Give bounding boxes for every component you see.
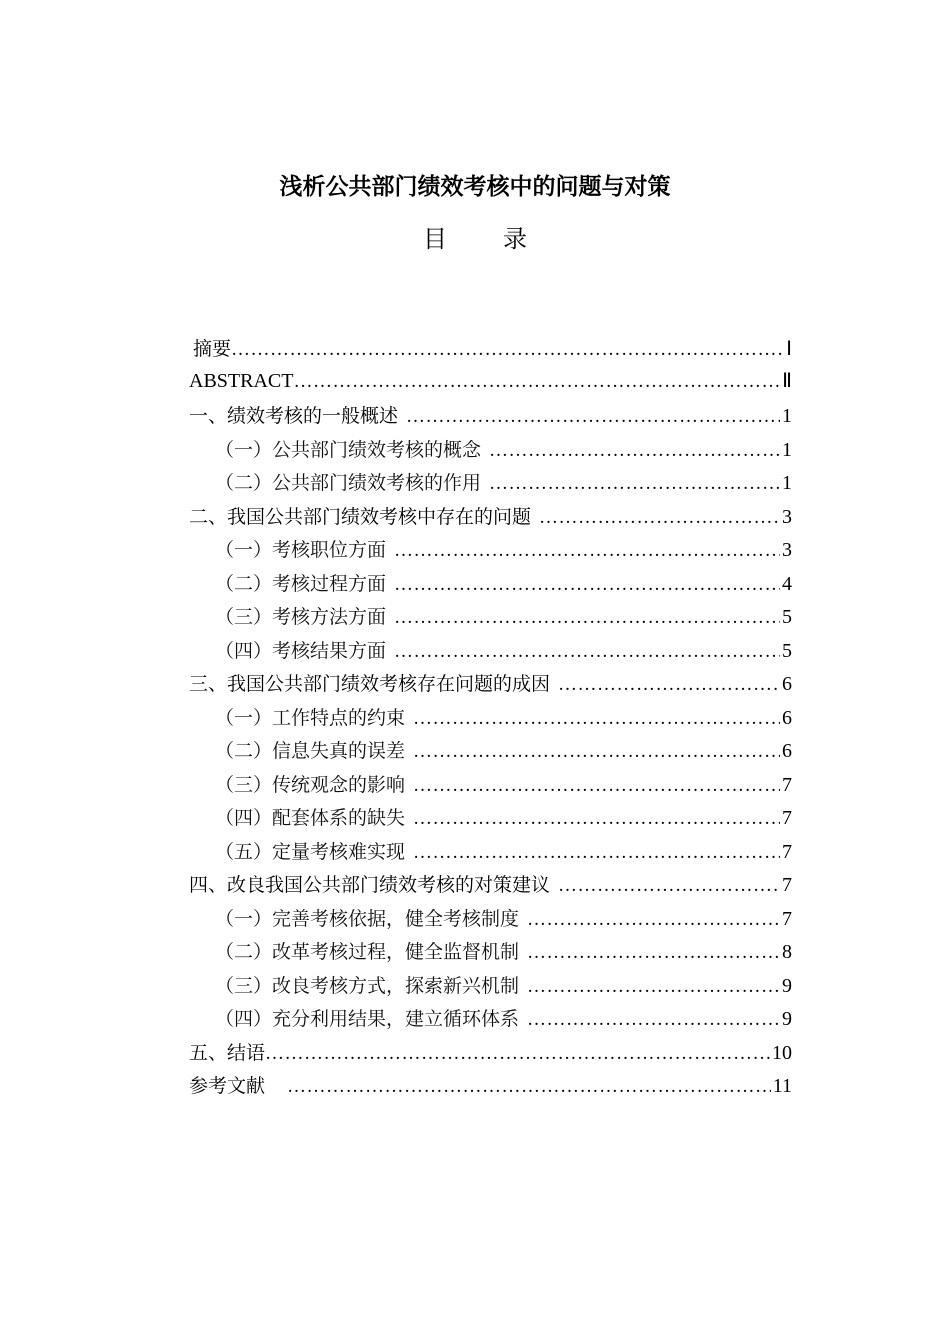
toc-entry[interactable] — [189, 904, 792, 938]
toc-leader-dots — [527, 909, 780, 931]
toc-entry-label: （二）信息失真的误差 — [215, 740, 406, 762]
toc-entry-page: 8 — [782, 941, 792, 963]
toc-entry[interactable] — [189, 1004, 792, 1038]
toc-entry-label: 二、我国公共部门绩效考核中存在的问题 — [189, 505, 532, 528]
toc-entry[interactable] — [189, 703, 792, 737]
toc-entry-page: 9 — [782, 974, 792, 997]
toc-entry-label: （四）考核结果方面 — [215, 639, 387, 662]
toc-entry[interactable] — [189, 535, 792, 569]
toc-heading-char: 目 — [423, 225, 447, 253]
toc-leader-dots — [413, 842, 780, 864]
toc-entry[interactable] — [189, 435, 792, 469]
toc-leader-dots — [287, 1076, 771, 1098]
toc-entry-label: （二）改革考核过程，健全监督机制 — [215, 941, 520, 963]
toc-heading-char: 录 — [503, 225, 527, 253]
toc-entry-page: 10 — [772, 1041, 792, 1064]
toc-leader-dots — [527, 1009, 780, 1031]
toc-entry-label: （一）考核职位方面 — [215, 539, 387, 561]
toc-entry-page: 7 — [782, 840, 792, 863]
toc-entry-page: 1 — [782, 405, 792, 427]
toc-entry-label: （一）完善考核依据，健全考核制度 — [215, 907, 520, 930]
toc-leader-dots — [527, 976, 780, 998]
toc-entry[interactable] — [189, 971, 792, 1005]
toc-entry-page: 11 — [772, 1075, 792, 1097]
toc-entry-page: 5 — [782, 606, 792, 628]
toc-entry-page: 6 — [782, 706, 792, 729]
toc-entry-label: （四）配套体系的缺失 — [215, 807, 406, 829]
toc-entry-page: Ⅱ — [782, 369, 792, 392]
toc-entry-label: ABSTRACT — [189, 369, 294, 392]
toc-entry[interactable] — [189, 636, 792, 670]
toc-leader-dots — [265, 1043, 770, 1065]
toc-heading — [0, 222, 950, 256]
toc-entry-abstract-cn[interactable] — [189, 334, 792, 368]
toc-entry-label: （一）工作特点的约束 — [215, 706, 406, 729]
toc-entry-page: 7 — [782, 874, 792, 896]
toc-entry[interactable] — [189, 937, 792, 971]
toc-entry-label: （三）传统观念的影响 — [215, 773, 406, 796]
toc-entry[interactable] — [189, 837, 792, 871]
toc-entry-page: 7 — [782, 807, 792, 829]
toc-leader-dots — [293, 371, 780, 393]
toc-entry-page: 7 — [782, 907, 792, 930]
toc-entry-page: 3 — [782, 539, 792, 561]
toc-leader-dots — [406, 406, 780, 428]
toc-entry-label: 摘要 — [193, 338, 232, 360]
toc-entry-references[interactable] — [189, 1071, 792, 1105]
toc-entry-page: Ⅰ — [786, 338, 792, 360]
toc-leader-dots — [489, 440, 780, 462]
toc-leader-dots — [394, 641, 780, 663]
toc-entry-label: 三、我国公共部门绩效考核存在问题的成因 — [189, 673, 551, 695]
toc-entry[interactable] — [189, 803, 792, 837]
toc-entry-label: 参考文献 — [189, 1075, 266, 1097]
toc-entry[interactable] — [189, 669, 792, 703]
toc-leader-dots — [539, 507, 780, 529]
toc-entry-page: 1 — [782, 438, 792, 461]
toc-entry[interactable] — [189, 770, 792, 804]
toc-leader-dots — [394, 540, 780, 562]
toc-entry-conclusion[interactable] — [189, 1038, 792, 1072]
toc-entry-page: 5 — [782, 639, 792, 662]
toc-entry[interactable] — [189, 602, 792, 636]
toc-entry-page: 4 — [782, 572, 792, 595]
toc-entry-page: 7 — [782, 773, 792, 796]
toc-leader-dots — [489, 473, 780, 495]
toc-entry-label: 一、绩效考核的一般概述 — [189, 405, 399, 427]
toc-entry-page: 3 — [782, 505, 792, 528]
toc-leader-dots — [394, 607, 780, 629]
toc-entry-label: （三）改良考核方式，探索新兴机制 — [215, 974, 520, 997]
toc-entry[interactable] — [189, 569, 792, 603]
toc-leader-dots — [413, 741, 780, 763]
toc-entry-label: （二）考核过程方面 — [215, 572, 387, 595]
toc-entry-label: （四）充分利用结果，建立循环体系 — [215, 1008, 520, 1030]
toc-leader-dots — [413, 775, 780, 797]
toc-leader-dots — [394, 574, 780, 596]
toc-entry-page: 6 — [782, 740, 792, 762]
toc-entry[interactable] — [189, 468, 792, 502]
toc-leader-dots — [558, 875, 780, 897]
toc-leader-dots — [527, 942, 780, 964]
document-title: 浅析公共部门绩效考核中的问题与对策 — [279, 174, 671, 200]
toc-entry[interactable] — [189, 502, 792, 536]
toc-entry-label: 四、改良我国公共部门绩效考核的对策建议 — [189, 874, 551, 896]
toc-entry-label: （二）公共部门绩效考核的作用 — [215, 472, 482, 494]
toc-entry-label: 五、结语 — [189, 1041, 266, 1064]
toc-leader-dots — [413, 708, 780, 730]
toc-leader-dots — [413, 808, 780, 830]
toc-entry-page: 9 — [782, 1008, 792, 1030]
toc-entry-label: （三）考核方法方面 — [215, 606, 387, 628]
toc-entry-label: （一）公共部门绩效考核的概念 — [215, 438, 482, 461]
toc-entry-abstract-en[interactable] — [189, 368, 792, 402]
toc-entry-page: 6 — [782, 673, 792, 695]
toc-entry[interactable] — [189, 870, 792, 904]
toc-entry-label: （五）定量考核难实现 — [215, 840, 406, 863]
toc-entry[interactable] — [189, 401, 792, 435]
toc-entry-page: 1 — [782, 472, 792, 494]
toc-leader-dots — [558, 674, 780, 696]
toc-leader-dots — [231, 339, 784, 361]
toc-entry[interactable] — [189, 736, 792, 770]
table-of-contents — [189, 334, 792, 1105]
